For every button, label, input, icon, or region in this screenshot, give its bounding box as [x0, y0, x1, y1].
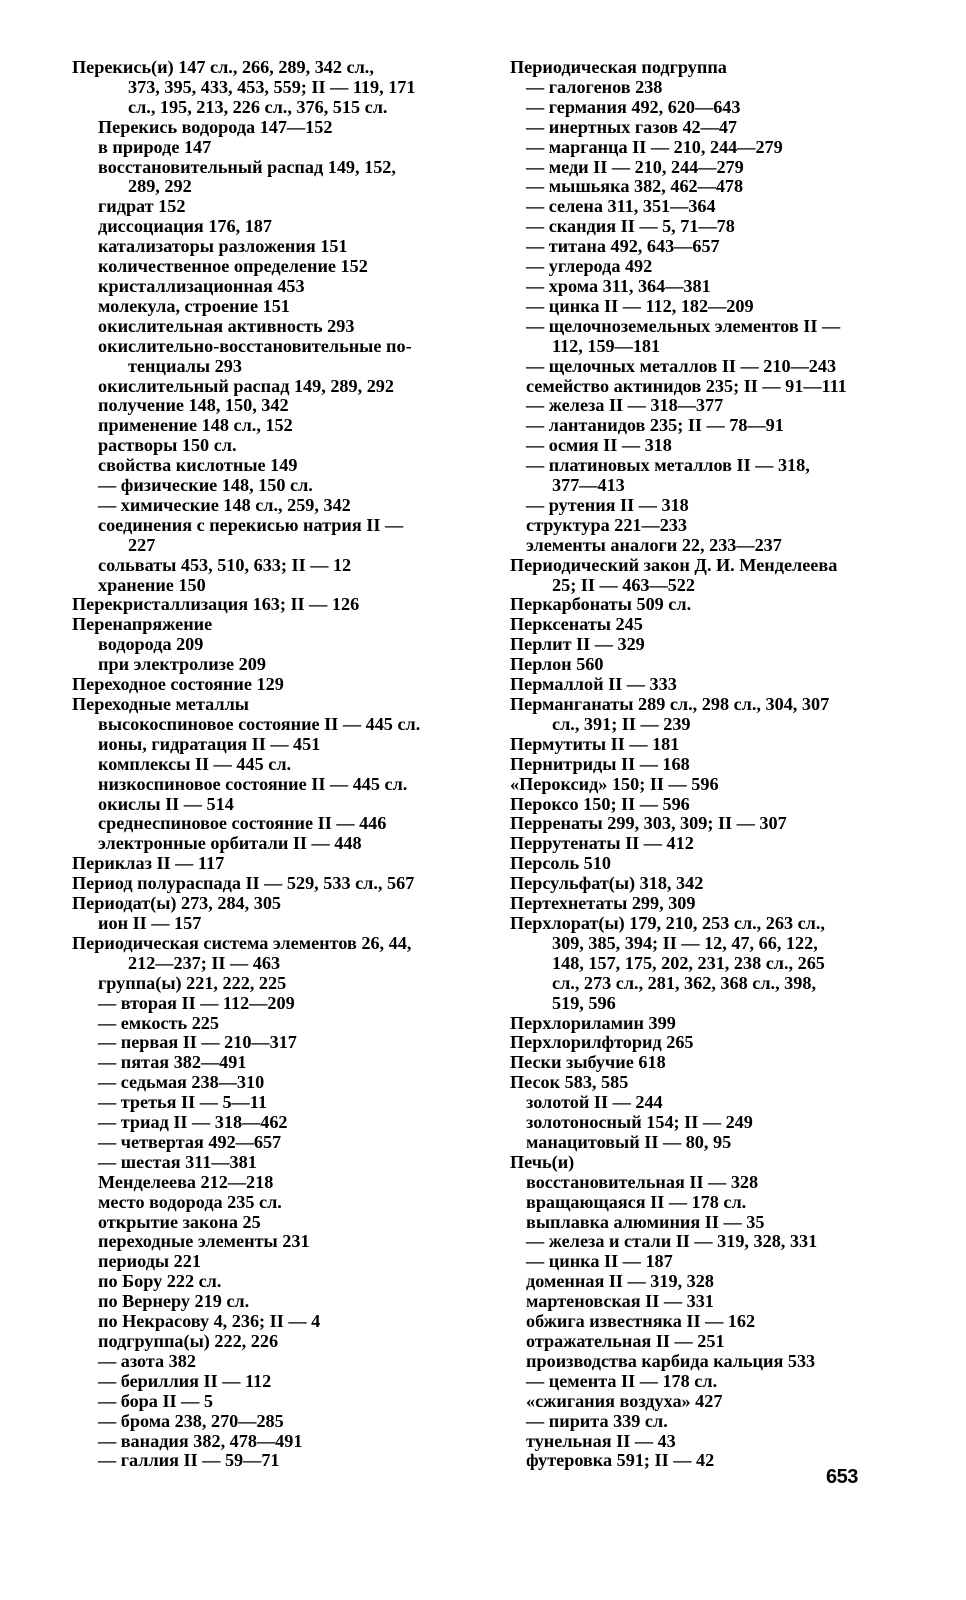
index-entry: Пероксо 150; II — 596 [510, 793, 690, 814]
index-subentry: — брома 238, 270—285 [98, 1410, 284, 1431]
index-subentry: катализаторы разложения 151 [98, 236, 348, 257]
index-subentry: молекула, строение 151 [98, 295, 290, 316]
index-entry: Периклаз II — 117 [72, 853, 225, 874]
index-entry: Перренаты 299, 303, 309; II — 307 [510, 813, 787, 834]
index-entry: Периодическая система элементов 26, 44, [72, 932, 412, 953]
index-subentry: — ванадия 382, 478—491 [98, 1430, 303, 1451]
index-subentry: применение 148 сл., 152 [98, 415, 293, 436]
index-subentry: — рутения II — 318 [526, 494, 689, 515]
index-subentry: вращающаяся II — 178 сл. [526, 1191, 747, 1212]
index-subentry: соединения с перекисью натрия II — [98, 514, 404, 535]
index-continuation: 212—237; II — 463 [128, 952, 281, 973]
index-subentry: — лантанидов 235; II — 78—91 [526, 415, 784, 436]
index-continuation: 227 [128, 534, 156, 555]
index-subentry: выплавка алюминия II — 35 [526, 1211, 765, 1232]
index-subentry: золотой II — 244 [526, 1092, 663, 1113]
index-subentry: — хрома 311, 364—381 [526, 275, 711, 296]
index-subentry: золотоносный 154; II — 249 [526, 1112, 753, 1133]
index-subentry: окислительная активность 293 [98, 315, 355, 336]
index-subentry: — первая II — 210—317 [98, 1032, 297, 1053]
index-continuation: 25; II — 463—522 [552, 574, 695, 595]
index-entry: Периодат(ы) 273, 284, 305 [72, 893, 282, 914]
index-subentry: — седьмая 238—310 [98, 1072, 265, 1093]
index-subentry: — третья II — 5—11 [98, 1092, 267, 1113]
index-subentry: манацитовый II — 80, 95 [526, 1131, 732, 1152]
index-subentry: диссоциация 176, 187 [98, 216, 272, 237]
index-subentry: при электролизе 209 [98, 654, 266, 675]
index-subentry: комплексы II — 445 сл. [98, 753, 292, 774]
index-continuation: 289, 292 [128, 176, 192, 197]
index-subentry: элементы аналоги 22, 233—237 [526, 534, 782, 555]
index-subentry: — углерода 492 [526, 256, 653, 277]
index-subentry: — щелочных металлов II — 210—243 [526, 355, 837, 376]
index-entry: Перекристаллизация 163; II — 126 [72, 594, 360, 615]
index-entry: Пернитриды II — 168 [510, 753, 690, 774]
index-subentry: ион II — 157 [98, 912, 202, 933]
index-subentry: обжига известняка II — 162 [526, 1311, 756, 1332]
index-subentry: — физические 148, 150 сл. [98, 475, 313, 496]
index-subentry: периоды 221 [98, 1251, 201, 1272]
index-subentry: по Некрасову 4, 236; II — 4 [98, 1311, 321, 1332]
index-subentry: восстановительный распад 149, 152, [98, 156, 396, 177]
index-subentry: — четвертая 492—657 [98, 1131, 282, 1152]
index-entry: Пермутиты II — 181 [510, 733, 680, 754]
index-subentry: группа(ы) 221, 222, 225 [98, 972, 287, 993]
index-entry: Пертехнетаты 299, 309 [510, 893, 696, 914]
index-entry: Перхлорат(ы) 179, 210, 253 сл., 263 сл., [510, 912, 825, 933]
index-entry: Перекись(и) 147 сл., 266, 289, 342 сл., [72, 57, 374, 77]
index-subentry: — титана 492, 643—657 [526, 236, 720, 257]
index-subentry: — железа и стали II — 319, 328, 331 [526, 1231, 818, 1252]
index-continuation: 309, 385, 394; II — 12, 47, 66, 122, [552, 932, 818, 953]
index-entry: Периодический закон Д. И. Менделеева [510, 554, 838, 575]
index-entry: Пермаллой II — 333 [510, 674, 677, 695]
index-entry: Перхлориламин 399 [510, 1012, 676, 1033]
index-subentry: окислительный распад 149, 289, 292 [98, 375, 394, 396]
index-entry: Перенапряжение [72, 614, 213, 635]
index-subentry: восстановительная II — 328 [526, 1171, 759, 1192]
index-subentry: мартеновская II — 331 [526, 1291, 714, 1312]
index-subentry: Менделеева 212—218 [98, 1171, 274, 1192]
index-continuation: сл., 391; II — 239 [552, 713, 691, 734]
index-subentry: структура 221—233 [526, 514, 687, 535]
index-subentry: — платиновых металлов II — 318, [526, 455, 810, 476]
index-subentry: «сжигания воздуха» 427 [526, 1390, 723, 1411]
index-subentry: — цемента II — 178 сл. [526, 1370, 718, 1391]
index-subentry: производства карбида кальция 533 [526, 1350, 816, 1371]
index-subentry: — селена 311, 351—364 [526, 196, 716, 217]
index-continuation: 373, 395, 433, 453, 559; II — 119, 171 [128, 76, 416, 97]
index-column-right [496, 58, 896, 1471]
index-subentry: количественное определение 152 [98, 256, 368, 277]
index-subentry: тунельная II — 43 [526, 1430, 676, 1451]
index-entry: Перксенаты 245 [510, 614, 643, 635]
index-continuation: 112, 159—181 [552, 335, 661, 356]
index-subentry: — меди II — 210, 244—279 [526, 156, 744, 177]
index-subentry: окислительно-восстановительные по- [98, 335, 412, 356]
index-entry: Перлон 560 [510, 654, 604, 675]
index-subentry: — мышьяка 382, 462—478 [526, 176, 744, 197]
index-subentry: доменная II — 319, 328 [526, 1271, 714, 1292]
index-subentry: электронные орбитали II — 448 [98, 833, 362, 854]
index-subentry: сольваты 453, 510, 633; II — 12 [98, 554, 352, 575]
index-subentry: переходные элементы 231 [98, 1231, 310, 1252]
index-subentry: среднеспиновое состояние II — 446 [98, 813, 387, 834]
index-continuation: сл., 273 сл., 281, 362, 368 сл., 398, [552, 972, 816, 993]
index-entry: Пески зыбучие 618 [510, 1052, 666, 1073]
index-subentry: Перекись водорода 147—152 [98, 116, 333, 137]
index-entry: Печь(и) [510, 1151, 575, 1172]
index-subentry: ионы, гидратация II — 451 [98, 733, 321, 754]
index-subentry: отражательная II — 251 [526, 1331, 725, 1351]
index-subentry: — азота 382 [98, 1350, 196, 1371]
index-subentry: семейство актинидов 235; II — 91—111 [526, 375, 847, 396]
index-entry: Перрутенаты II — 412 [510, 833, 694, 854]
index-subentry: окислы II — 514 [98, 793, 234, 814]
index-entry: Периодическая подгруппа [510, 57, 727, 77]
index-subentry: — цинка II — 112, 182—209 [526, 295, 754, 316]
index-entry: Переходное состояние 129 [72, 674, 284, 695]
index-subentry: получение 148, 150, 342 [98, 395, 289, 416]
index-continuation: 519, 596 [552, 992, 616, 1013]
index-subentry: хранение 150 [98, 574, 206, 595]
index-subentry: — бора II — 5 [98, 1390, 213, 1411]
index-entry: Переходные металлы [72, 694, 249, 714]
index-subentry: — триад II — 318—462 [98, 1112, 288, 1133]
index-subentry: свойства кислотные 149 [98, 455, 298, 476]
index-column-left [62, 58, 462, 1471]
index-entry: Перманганаты 289 сл., 298 сл., 304, 307 [510, 694, 830, 714]
index-subentry: — шестая 311—381 [98, 1151, 257, 1172]
index-subentry: — галлия II — 59—71 [98, 1450, 280, 1471]
index-subentry: — химические 148 сл., 259, 342 [98, 494, 351, 515]
index-subentry: низкоспиновое состояние II — 445 сл. [98, 773, 408, 794]
index-continuation: тенциалы 293 [128, 355, 242, 376]
index-subentry: — цинка II — 187 [526, 1251, 673, 1272]
index-subentry: — скандия II — 5, 71—78 [526, 216, 735, 237]
index-subentry: водорода 209 [98, 634, 204, 655]
index-subentry: по Бору 222 сл. [98, 1271, 222, 1292]
index-subentry: — инертных газов 42—47 [526, 116, 738, 137]
index-subentry: — марганца II — 210, 244—279 [526, 136, 783, 157]
index-entry: Перкарбонаты 509 сл. [510, 594, 692, 615]
index-subentry: — бериллия II — 112 [98, 1370, 272, 1391]
index-subentry: — щелочноземельных элементов II — [526, 315, 841, 336]
index-subentry: — осмия II — 318 [526, 435, 672, 456]
index-entry: Период полураспада II — 529, 533 сл., 567 [72, 873, 415, 894]
index-subentry: растворы 150 сл. [98, 435, 237, 456]
index-subentry: — пирита 339 сл. [526, 1410, 668, 1431]
index-subentry: подгруппа(ы) 222, 226 [98, 1331, 279, 1351]
index-subentry: открытие закона 25 [98, 1211, 261, 1232]
index-subentry: — галогенов 238 [526, 76, 663, 97]
index-subentry: — емкость 225 [98, 1012, 219, 1033]
index-subentry: — пятая 382—491 [98, 1052, 247, 1073]
index-continuation: 148, 157, 175, 202, 231, 238 сл., 265 [552, 952, 825, 973]
index-entry: Перлит II — 329 [510, 634, 645, 655]
index-subentry: — германия 492, 620—643 [526, 96, 741, 117]
index-entry: «Пероксид» 150; II — 596 [510, 773, 719, 794]
index-entry: Персоль 510 [510, 853, 611, 874]
index-subentry: гидрат 152 [98, 196, 186, 217]
index-subentry: — железа II — 318—377 [526, 395, 724, 416]
index-continuation: 377—413 [552, 475, 625, 496]
index-entry: Песок 583, 585 [510, 1072, 629, 1093]
index-entry: Персульфат(ы) 318, 342 [510, 873, 704, 894]
index-subentry: в природе 147 [98, 136, 212, 157]
index-subentry: по Вернеру 219 сл. [98, 1291, 250, 1312]
index-subentry: место водорода 235 сл. [98, 1191, 282, 1212]
index-subentry: высокоспиновое состояние II — 445 сл. [98, 713, 421, 734]
index-continuation: сл., 195, 213, 226 сл., 376, 515 сл. [128, 96, 388, 117]
page-number: 653 [826, 1466, 858, 1488]
index-subentry: кристаллизационная 453 [98, 275, 305, 296]
index-subentry: футеровка 591; II — 42 [526, 1450, 715, 1471]
index-subentry: — вторая II — 112—209 [98, 992, 295, 1013]
index-entry: Перхлорилфторид 265 [510, 1032, 694, 1053]
